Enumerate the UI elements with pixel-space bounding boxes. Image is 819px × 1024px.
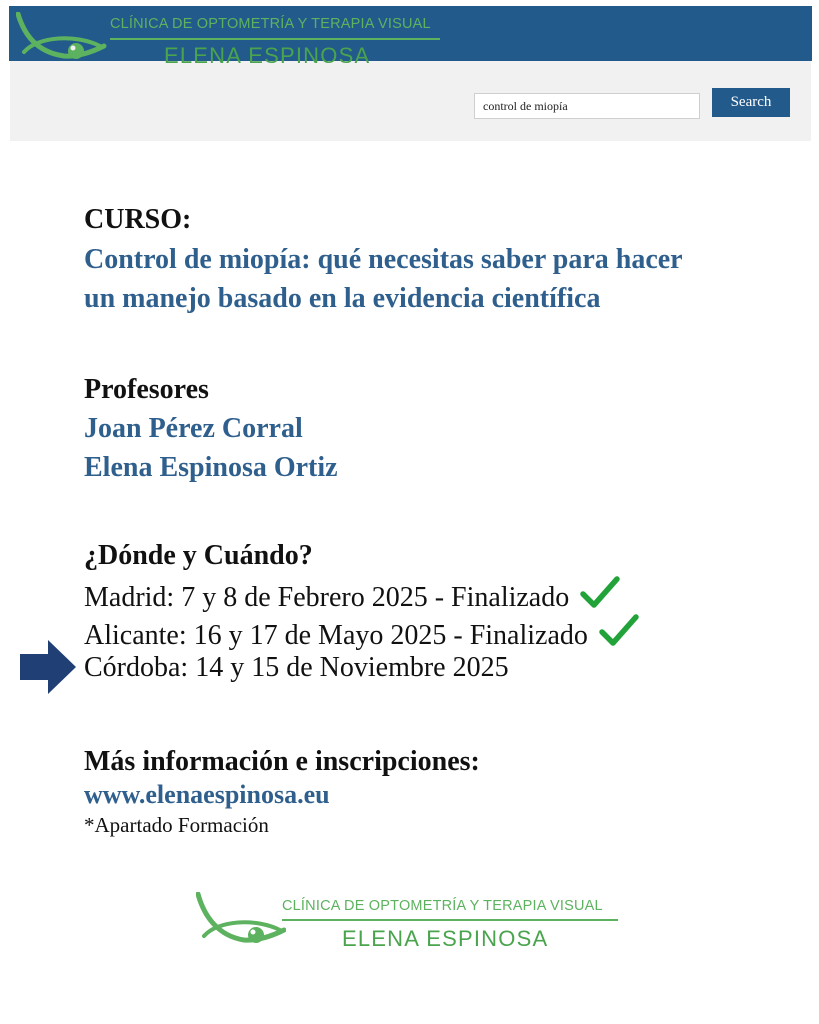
search-button[interactable]: Search (712, 88, 790, 117)
arrow-right-icon (20, 640, 76, 694)
course-title-line-2: un manejo basado en la evidencia científica (84, 283, 601, 314)
schedule-item-alicante (84, 614, 639, 654)
more-info-label: Más información e inscripciones: (84, 746, 480, 777)
website-link[interactable]: www.elenaespinosa.eu (84, 780, 330, 809)
schedule-label: ¿Dónde y Cuándo? (84, 540, 313, 571)
search-input[interactable] (474, 93, 700, 119)
schedule-item-text: Alicante: 16 y 17 de Mayo 2025 - Finalizado (84, 620, 588, 651)
check-icon (599, 614, 639, 648)
logo-brand-name: ELENA ESPINOSA (164, 43, 371, 68)
logo-clinic-name: CLÍNICA DE OPTOMETRÍA Y TERAPIA VISUAL (110, 16, 431, 32)
check-icon (580, 576, 620, 610)
course-title (84, 240, 784, 318)
professor-name: Elena Espinosa Ortiz (84, 452, 338, 483)
schedule-item-text: Córdoba: 14 y 15 de Noviembre 2025 (84, 652, 509, 683)
course-label: CURSO: (84, 204, 192, 235)
logo-brand-name: ELENA ESPINOSA (342, 926, 549, 951)
schedule-item-cordoba (84, 650, 509, 686)
eye-icon (196, 892, 286, 956)
header-logo[interactable] (16, 12, 446, 72)
training-note: *Apartado Formación (84, 813, 269, 837)
schedule-item-text: Madrid: 7 y 8 de Febrero 2025 - Finalizado (84, 582, 570, 613)
professor-name: Joan Pérez Corral (84, 413, 303, 444)
course-title-line-1: Control de miopía: qué necesitas saber para hacer (84, 244, 683, 275)
eye-icon (16, 12, 108, 72)
professors-label: Profesores (84, 374, 209, 405)
logo-clinic-name: CLÍNICA DE OPTOMETRÍA Y TERAPIA VISUAL (282, 898, 603, 914)
schedule-item-madrid (84, 576, 620, 616)
logo-divider (282, 919, 618, 921)
logo-divider (110, 38, 440, 40)
footer-logo (196, 892, 636, 962)
